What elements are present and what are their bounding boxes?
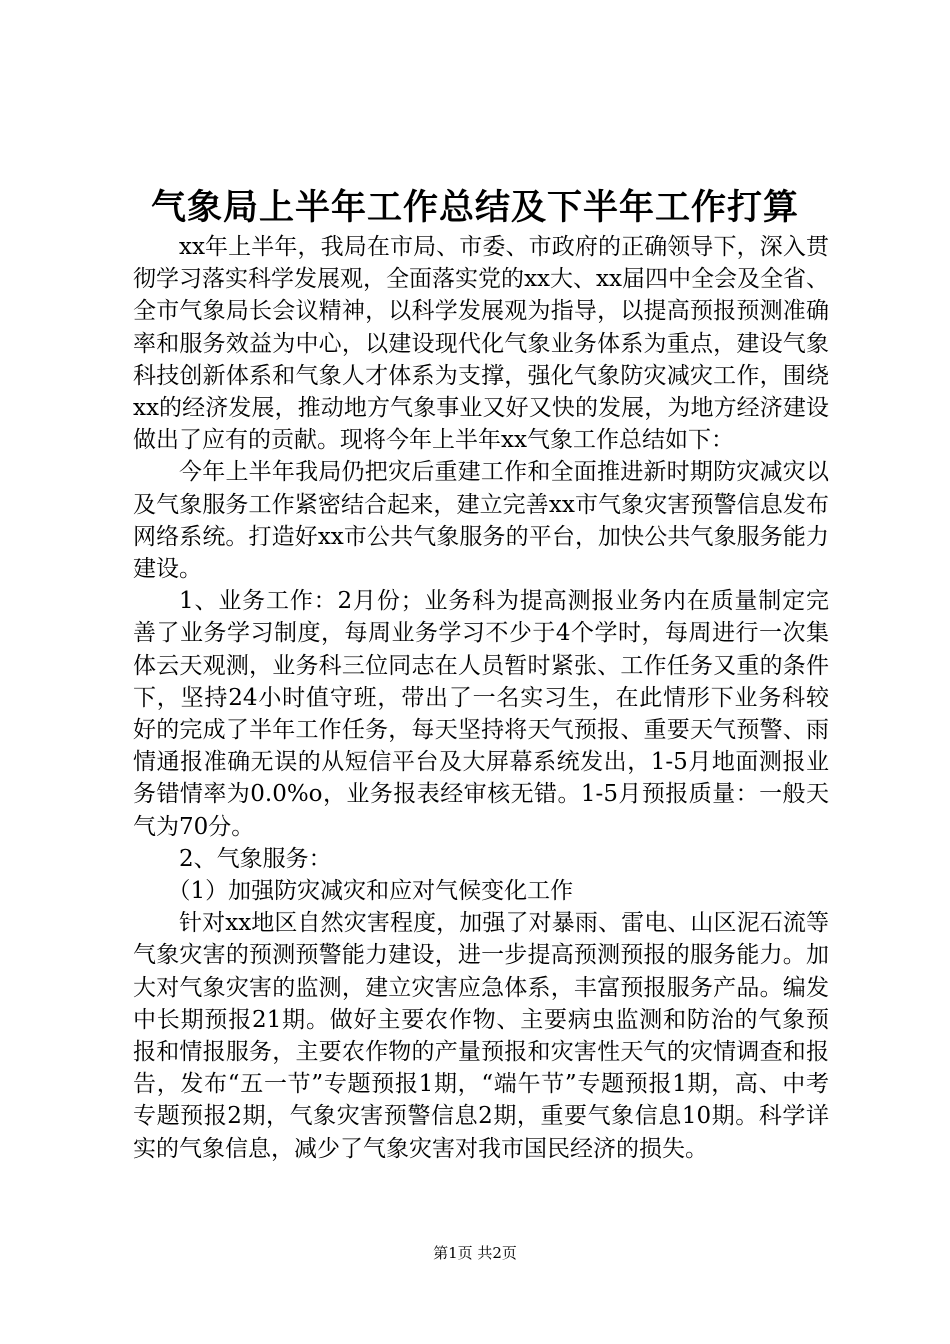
paragraph-business-work: 1、业务工作：2月份；业务科为提高测报业务内在质量制定完善了业务学习制度，每周业务学习不少于4个学时，每周进行一次集体云天观测，业务科三位同志在人员暂时紧张、工作任务又重的条件下，坚持24小时值守班，带出了一名实习生，在此情形下业务科较好的完成了半年工作任务，每天坚持将天气预报、重要天气预警、雨情通报准确无误的从短信平台及大屏幕系统发出，1-5月地面测报业务错情率为0.0%o，业务报表经审核无错。1-5月预报质量：一般天气为70分。: [133, 588, 829, 840]
paragraph-intro: xx年上半年，我局在市局、市委、市政府的正确领导下，深入贯彻学习落实科学发展观，全面落实党的xx大、xx届四中全会及全省、全市气象局长会议精神，以科学发展观为指导，以提高预报预测准确率和服务效益为中心，以建设现代化气象业务体系为重点，建设气象科技创新体系和气象人才体系为支撑，强化气象防灾减灾工作，围绕xx的经济发展，推动地方气象事业又好又快的发展，为地方经济建设做出了应有的贡献。现将今年上半年xx气象工作总结如下：: [133, 234, 829, 454]
paragraph-meteorological-service-heading: 2、气象服务：: [179, 845, 332, 872]
document-title: 气象局上半年工作总结及下半年工作打算: [150, 187, 799, 228]
paragraph-disaster-prevention-heading: （1）加强防灾减灾和应对气候变化工作: [167, 878, 574, 905]
paragraph-disaster-prevention: 针对xx地区自然灾害程度，加强了对暴雨、雷电、山区泥石流等气象灾害的预测预警能力建设，进一步提高预测预报的服务能力。加大对气象灾害的监测，建立灾害应急体系，丰富预报服务产品。编发中长期预报21期。做好主要农作物、主要病虫监测和防治的气象预报和情报服务，主要农作物的产量预报和灾害性天气的灾情调查和报告，发布“五一节”专题预报1期，“端午节”专题预报1期，高、中考专题预报2期，气象灾害预警信息2期，重要气象信息10期。科学详实的气象信息，减少了气象灾害对我市国民经济的损失。: [133, 910, 829, 1162]
page-footer: 第1页 共2页: [433, 1244, 517, 1262]
paragraph-overview: 今年上半年我局仍把灾后重建工作和全面推进新时期防灾减灾以及气象服务工作紧密结合起来，建立完善xx市气象灾害预警信息发布网络系统。打造好xx市公共气象服务的平台，加快公共气象服务能力建设。: [133, 459, 829, 583]
document-body: [133, 231, 829, 1165]
